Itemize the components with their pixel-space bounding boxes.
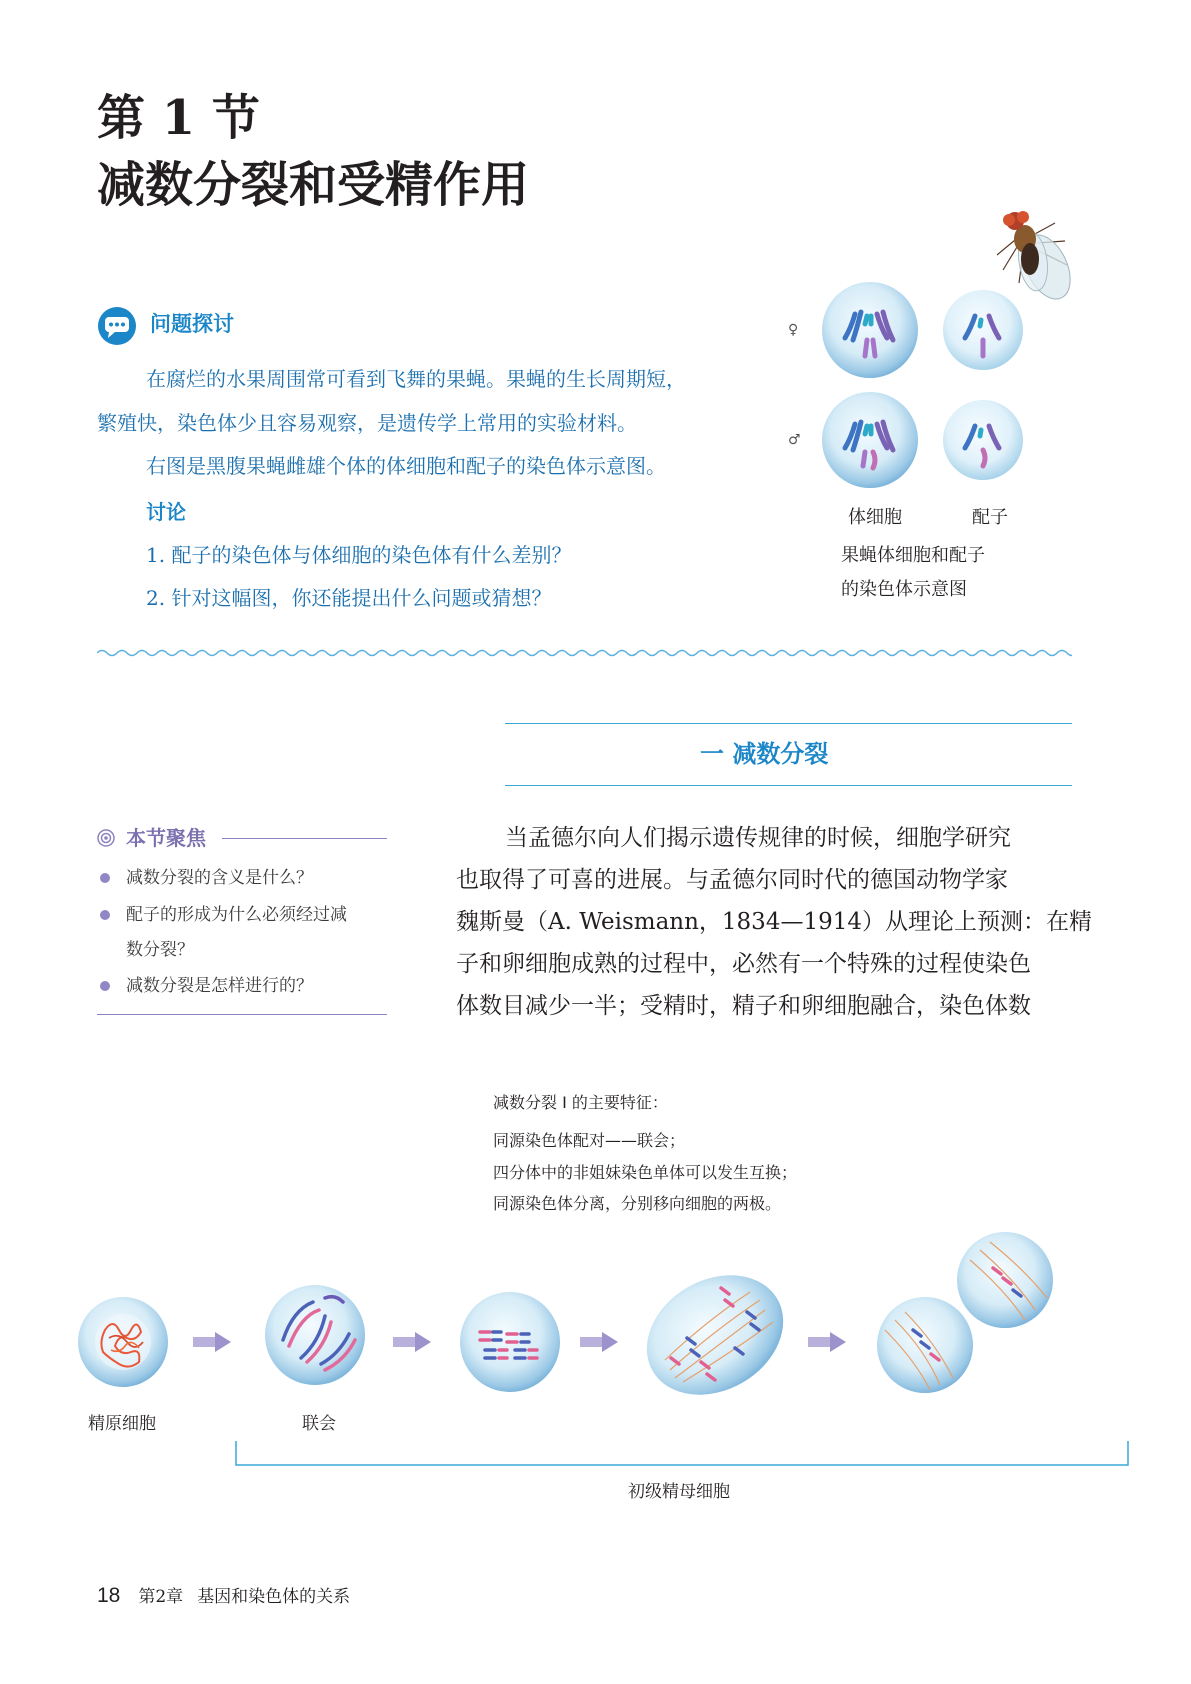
female-symbol: ♀ bbox=[788, 322, 799, 338]
male-somatic-cell bbox=[822, 392, 918, 488]
page-footer bbox=[97, 1583, 350, 1610]
section-rule-bottom bbox=[505, 785, 1072, 786]
section-title: 减数分裂和受精作用 bbox=[97, 157, 530, 213]
body-line: 也取得了可喜的进展。与孟德尔同时代的德国动物学家 bbox=[456, 867, 1008, 893]
telophase-cell bbox=[877, 1232, 1053, 1393]
section-rule-top bbox=[505, 723, 1072, 724]
chat-bubble-icon bbox=[97, 306, 137, 346]
arrow-right-icon bbox=[580, 1332, 618, 1352]
metaphase-cell bbox=[460, 1292, 560, 1392]
feature-item: 四分体中的非姐妹染色单体可以发生互换； bbox=[493, 1163, 798, 1182]
bracket bbox=[235, 1441, 1130, 1471]
problem-paragraph-line: 右图是黑腹果蝇雌雄个体的体细胞和配子的染色体示意图。 bbox=[146, 454, 666, 478]
figure-caption-line: 的染色体示意图 bbox=[841, 579, 967, 600]
target-icon bbox=[97, 829, 115, 847]
focus-item: 数分裂？ bbox=[126, 940, 194, 960]
page-number: 18 bbox=[97, 1584, 121, 1607]
problem-paragraph-line: 在腐烂的水果周围常可看到飞舞的果蝇。果蝇的生长周期短， bbox=[146, 367, 686, 391]
body-line: 魏斯曼（A. Weismann，1834—1914）从理论上预测：在精 bbox=[456, 909, 1092, 935]
focus-bottom-rule bbox=[97, 1014, 387, 1015]
label-primary-spermatocyte: 初级精母细胞 bbox=[628, 1482, 730, 1502]
label-synapsis: 联会 bbox=[302, 1414, 336, 1434]
bullet-dot bbox=[100, 910, 110, 920]
feature-item: 同源染色体分离，分别移向细胞的两极。 bbox=[493, 1194, 782, 1213]
anaphase-cell bbox=[625, 1251, 805, 1418]
focus-item: 配子的形成为什么必须经过减 bbox=[126, 905, 347, 925]
discussion-question: 1. 配子的染色体与体细胞的染色体有什么差别？ bbox=[146, 543, 572, 567]
female-somatic-cell bbox=[822, 282, 918, 378]
feature-item: 同源染色体配对——联会； bbox=[493, 1131, 686, 1150]
arrow-right-icon bbox=[808, 1332, 846, 1352]
female-gamete-cell bbox=[943, 290, 1023, 370]
chapter-title: 基因和染色体的关系 bbox=[197, 1587, 351, 1607]
meiosis-cell-diagram bbox=[75, 1230, 1115, 1420]
chapter-number: 第2章 bbox=[138, 1587, 184, 1607]
spermatogonium-cell bbox=[78, 1297, 168, 1387]
discussion-heading: 讨论 bbox=[146, 500, 186, 524]
focus-item: 减数分裂的含义是什么？ bbox=[126, 868, 313, 888]
male-gamete-cell bbox=[943, 400, 1023, 480]
male-symbol: ♂ bbox=[788, 432, 801, 448]
bullet-dot bbox=[100, 873, 110, 883]
discussion-question: 2. 针对这幅图，你还能提出什么问题或猜想？ bbox=[146, 586, 552, 610]
section-one-title: 一 减数分裂 bbox=[700, 740, 829, 768]
arrow-right-icon bbox=[393, 1332, 431, 1352]
body-line: 当孟德尔向人们揭示遗传规律的时候，细胞学研究 bbox=[505, 825, 1011, 851]
bullet-dot bbox=[100, 981, 110, 991]
focus-item: 减数分裂是怎样进行的？ bbox=[126, 976, 313, 996]
features-title: 减数分裂 Ⅰ 的主要特征： bbox=[493, 1093, 668, 1112]
figure-caption-line: 果蝇体细胞和配子 bbox=[841, 545, 985, 566]
body-line: 体数目减少一半；受精时，精子和卵细胞融合，染色体数 bbox=[456, 993, 1031, 1019]
problem-paragraph-line: 繁殖快，染色体少且容易观察，是遗传学上常用的实验材料。 bbox=[97, 411, 637, 435]
wavy-divider bbox=[97, 646, 1072, 660]
arrow-right-icon bbox=[193, 1332, 231, 1352]
focus-heading: 本节聚焦 bbox=[126, 826, 206, 850]
focus-heading-rule bbox=[222, 838, 387, 839]
fly-cells-figure bbox=[815, 280, 1025, 500]
label-spermatogonium: 精原细胞 bbox=[88, 1414, 156, 1434]
problem-discussion-heading: 问题探讨 bbox=[150, 312, 234, 336]
body-line: 子和卵细胞成熟的过程中，必然有一个特殊的过程使染色 bbox=[456, 951, 1031, 977]
label-somatic-cell: 体细胞 bbox=[848, 507, 902, 528]
section-number: 第 1 节 bbox=[97, 90, 260, 146]
synapsis-cell bbox=[265, 1285, 365, 1385]
label-gamete: 配子 bbox=[972, 507, 1008, 528]
